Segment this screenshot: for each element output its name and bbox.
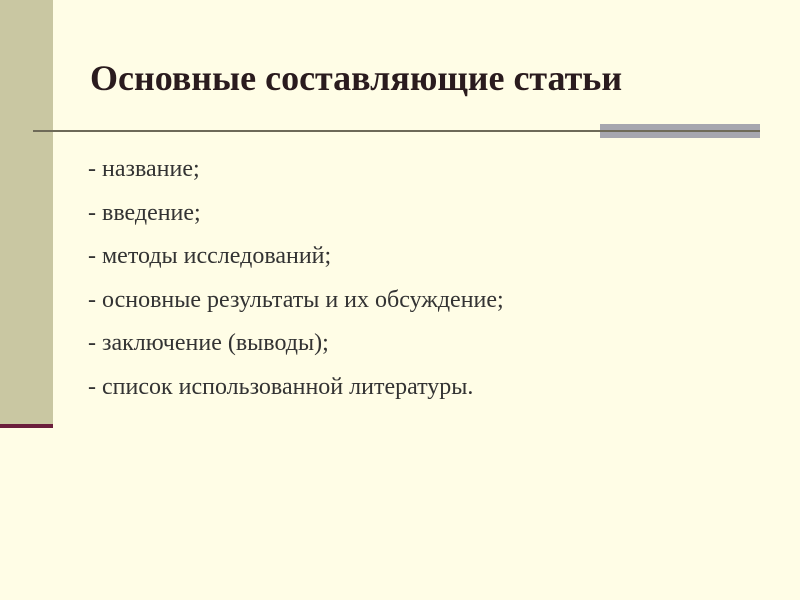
list-item: - методы исследований; <box>88 243 332 270</box>
list-item: - основные результаты и их обсуждение; <box>88 286 504 313</box>
content-list <box>88 148 504 410</box>
list-item: - заключение (выводы); <box>88 330 329 357</box>
title-divider-block-line <box>600 130 760 132</box>
list-item: - список использованной литературы. <box>88 373 474 400</box>
list-item: - название; <box>88 156 200 182</box>
list-item: - введение; <box>88 199 201 226</box>
slide-title: Основные составляющие статьи <box>90 58 623 98</box>
left-sidebar-decoration <box>0 0 53 427</box>
left-sidebar-accent <box>0 424 53 428</box>
